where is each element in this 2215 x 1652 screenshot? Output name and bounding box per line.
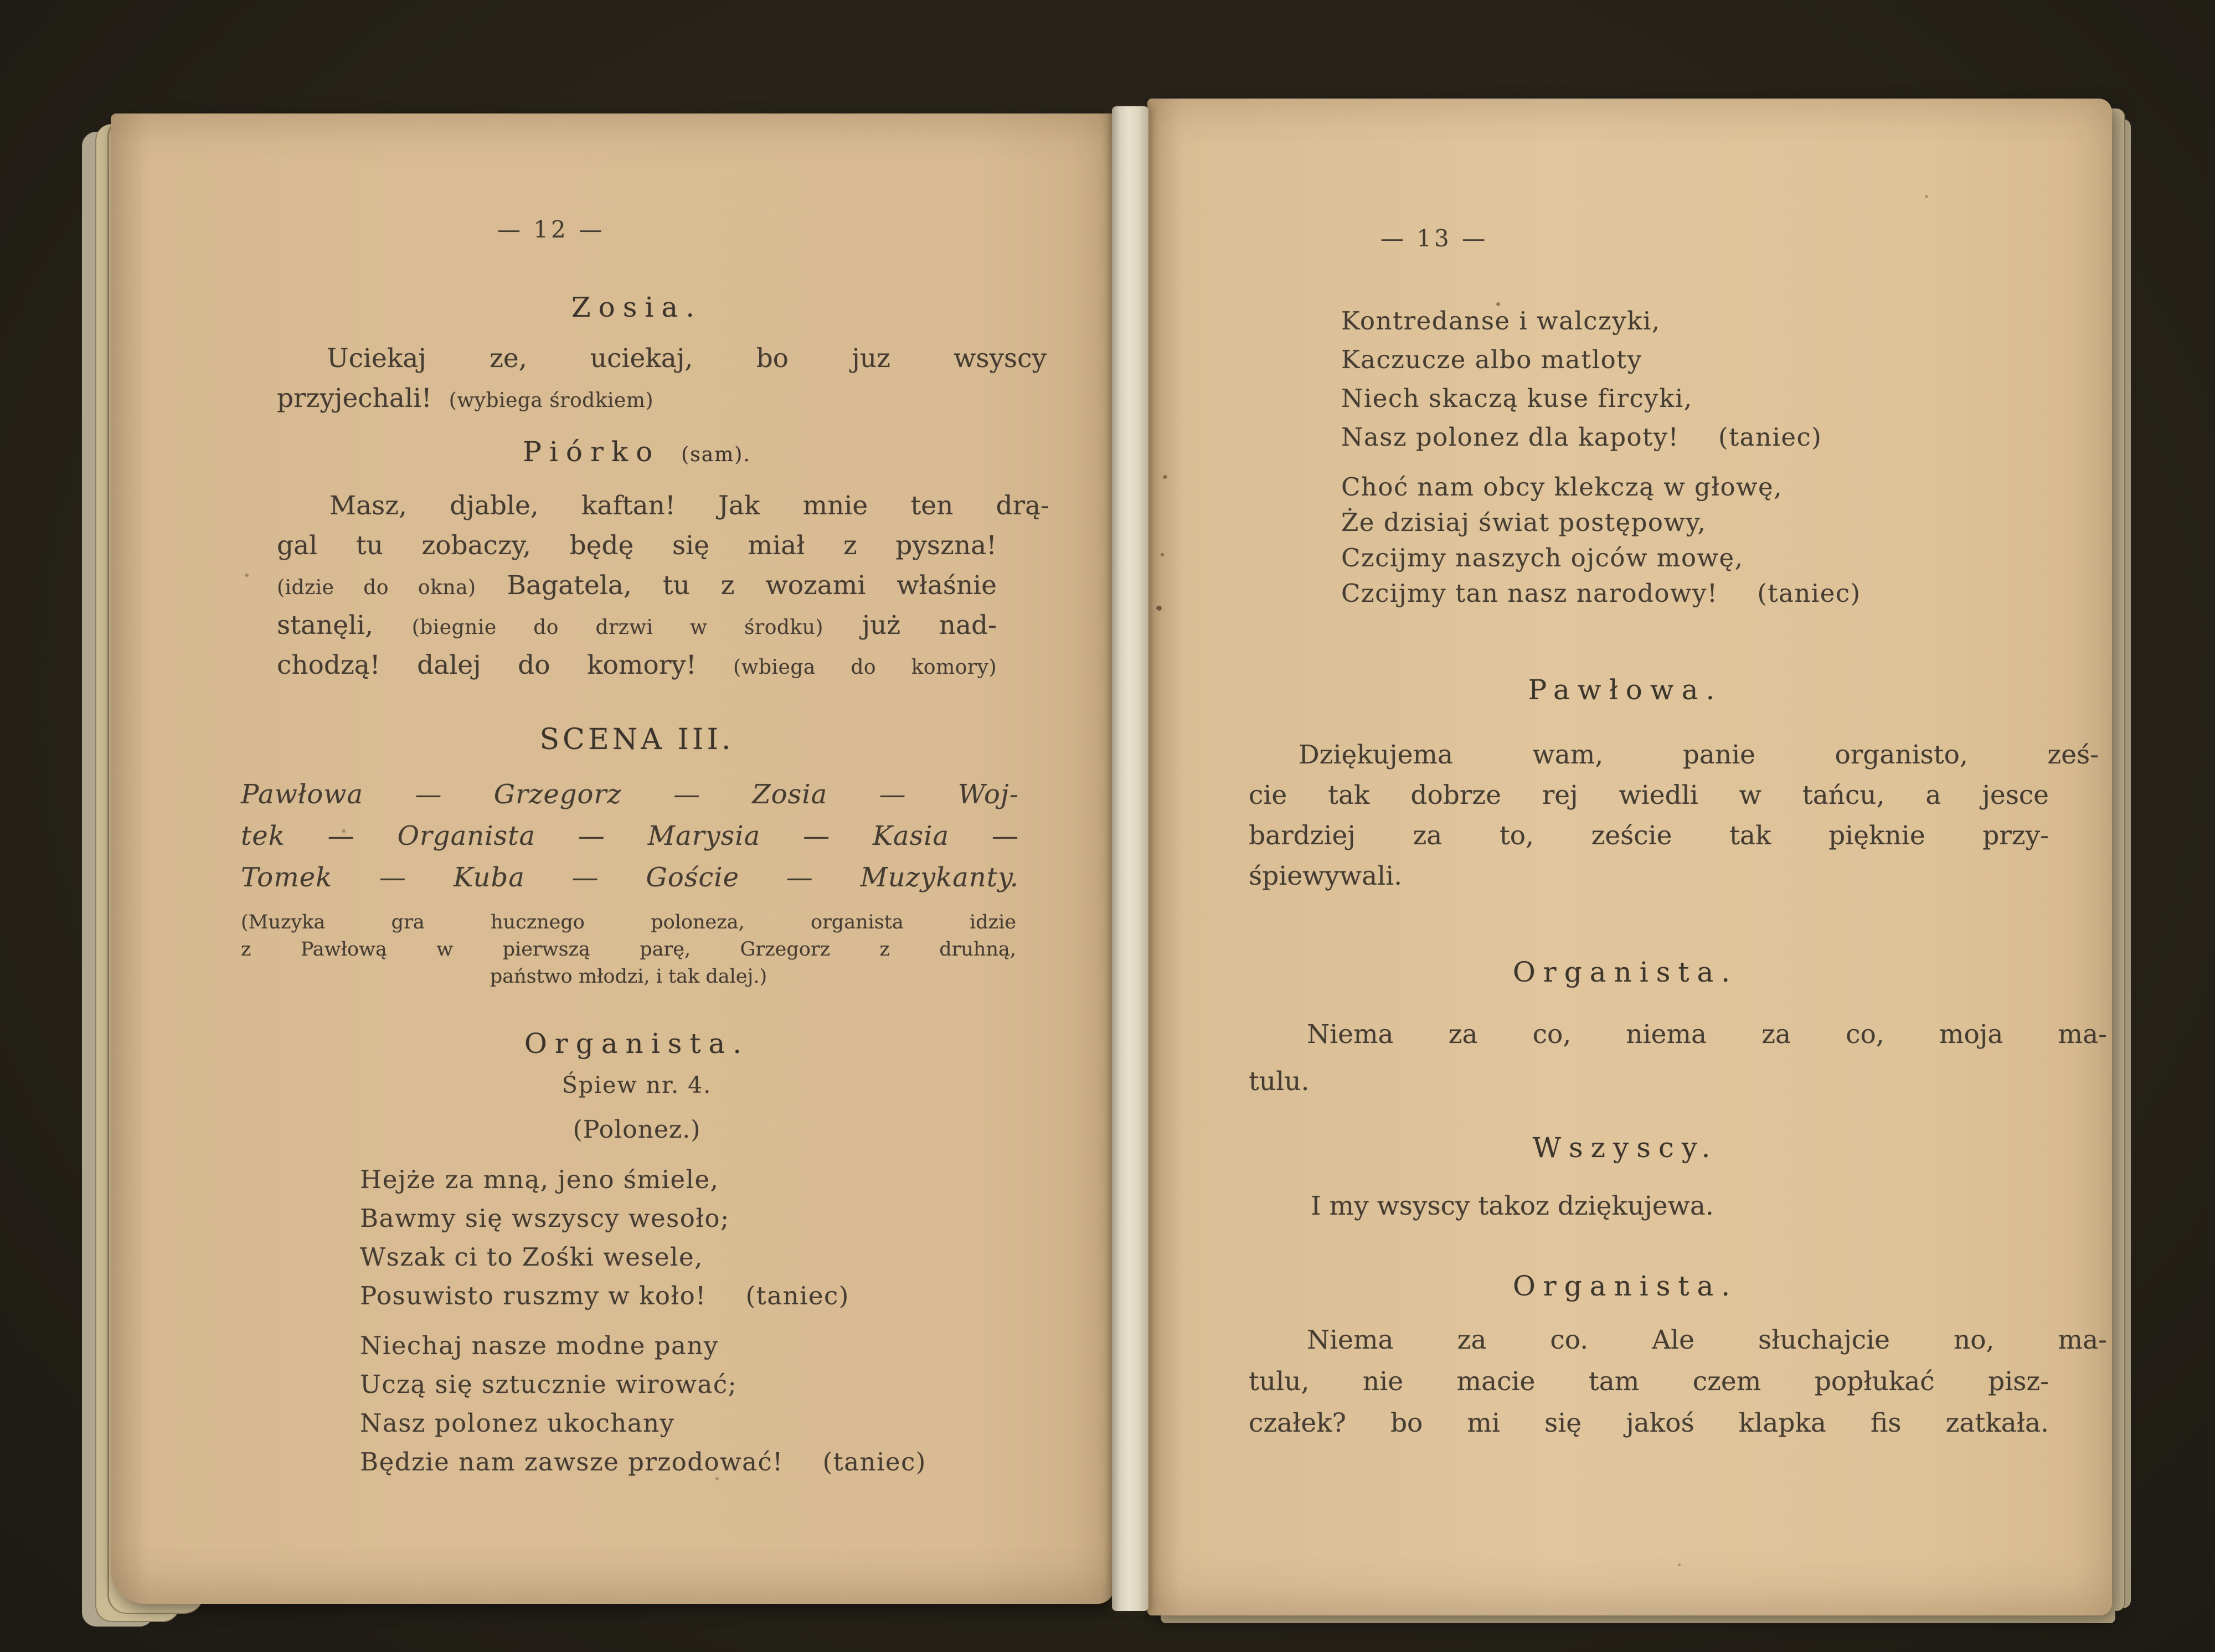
verse-text: Posuwisto ruszmy w koło! [360,1281,707,1310]
paper-speck [715,1477,719,1480]
paper-speck [1925,195,1928,198]
song-type-heading: (Polonez.) [573,1116,701,1144]
right-page [1147,99,2112,1615]
verse-line: Kontredanse i walczyki, [1341,306,1661,335]
speaker-name: Piórko [523,436,661,468]
paper-speck [245,574,249,577]
dialogue-line [277,379,997,421]
dialogue-line: Uciekaj ze, uciekaj, bo juz wsyscy [327,343,1047,374]
stage-direction: (taniec) [1757,579,1861,608]
verse-line: Uczą się sztucznie wirować; [360,1370,738,1399]
paper-speck [1161,553,1164,556]
dialogue-line: Masz, djable, kaftan! Jak mnie ten drą- [329,491,1049,521]
stage-direction: (biegnie do drzwi w środku) [411,616,823,639]
dialogue-line: Dziękujema wam, panie organisto, ześ- [1299,740,2099,770]
verse-line: Kaczucze albo matloty [1341,345,1642,374]
dialogue-line: Niema za co. Ale słuchajcie no, ma- [1307,1325,2107,1355]
dialogue-line: I my wsyscy takoz dziękujewa. [1311,1191,1714,1221]
cast-list-line: Pawłowa — Grzegorz — Zosia — Woj- [241,779,1019,810]
verse-line: Wszak ci to Zośki wesele, [360,1242,703,1272]
dialogue-line: tulu. [1249,1066,1310,1097]
paper-speck [1163,475,1167,479]
speaker-heading-organista: Organista. [1512,956,1738,988]
verse-text: Nasz polonez dla kapoty! [1341,422,1680,452]
verse-line: Niech skaczą kuse fircyki, [1341,384,1693,413]
speaker-heading-organista: Organista. [1512,1270,1738,1302]
stage-direction-line: z Pawłową w pierwszą parę, Grzegorz z druhną, [241,938,1016,961]
speaker-heading-wszyscy: Wszyscy. [1532,1132,1718,1164]
verse-line: Nasz polonez ukochany [360,1408,675,1438]
dialogue-line [277,646,997,688]
dialogue-line: gal tu zobaczy, będę się miał z pyszna! [277,530,997,561]
dialogue-line: cie tak dobrze rej wiedli w tańcu, a jesce [1249,780,2049,810]
stage-direction: (taniec) [745,1281,849,1310]
paper-speck [1496,302,1500,306]
dialogue-text: już nad- [862,610,997,641]
stage-direction: (sam). [681,443,751,466]
dialogue-text: chodzą! dalej do komory! [277,650,697,680]
verse-line [360,1277,849,1315]
page-number: — 12 — [497,216,605,243]
stage-direction-line: państwo młodzi, i tak dalej.) [490,966,767,988]
scene-heading: SCENA III. [539,723,734,756]
dialogue-line: tulu, nie macie tam czem popłukać pisz- [1249,1366,2049,1397]
dialogue-text: przyjechali! [277,383,432,414]
dialogue-line: Niema za co, niema za co, moja ma- [1307,1019,2107,1050]
dialogue-line: bardziej za to, zeście tak pięknie przy- [1249,820,2049,851]
dialogue-line [277,606,997,648]
verse-line [1341,418,1822,457]
paper-speck [1156,606,1162,611]
verse-line: Choć nam obcy klekczą w głowę, [1341,472,1783,502]
verse-text: Czcijmy tan nasz narodowy! [1341,579,1718,608]
book-gutter [1112,106,1148,1611]
paper-speck [342,829,346,833]
dialogue-text: Bagatela, tu z wozami właśnie [507,570,997,601]
speaker-heading-piorko [277,435,997,472]
verse-line: Że dzisiaj świat postępowy, [1341,508,1707,537]
stage-direction: (wybiega środkiem) [449,389,654,412]
verse-line: Czcijmy naszych ojców mowę, [1341,543,1744,572]
cast-list-line: Tomek — Kuba — Goście — Muzykanty. [241,862,1019,893]
stage-direction: (idzie do okna) [277,576,476,599]
song-number-heading: Śpiew nr. 4. [562,1072,712,1098]
speaker-heading-zosia: Zosia. [571,291,703,323]
dialogue-line [277,566,997,608]
verse-line [360,1443,926,1481]
dialogue-line: czałek? bo mi się jakoś klapka fis zatkała. [1249,1408,2049,1438]
verse-line [1341,574,1861,613]
stage-direction: (wbiega do komory) [733,656,997,679]
dialogue-line: śpiewywali. [1249,861,1403,891]
left-page [111,113,1114,1604]
stage-direction-line: (Muzyka gra hucznego poloneza, organista idzie [241,911,1016,933]
speaker-heading-organista: Organista. [524,1028,750,1060]
page-number: — 13 — [1380,225,1488,252]
verse-line: Bawmy się wszyscy wesoło; [360,1204,730,1233]
cast-list-line: tek — Organista — Marysia — Kasia — [241,820,1019,851]
verse-line: Niechaj nasze modne pany [360,1331,719,1360]
stage-direction: (taniec) [1718,422,1822,452]
dialogue-text: stanęli, [277,610,374,641]
paper-speck [1678,1563,1681,1566]
stage-direction: (taniec) [822,1447,926,1477]
speaker-heading-pawlowa: Pawłowa. [1528,674,1723,706]
verse-text: Będzie nam zawsze przodować! [360,1447,784,1477]
verse-line: Hejże za mną, jeno śmiele, [360,1165,719,1194]
